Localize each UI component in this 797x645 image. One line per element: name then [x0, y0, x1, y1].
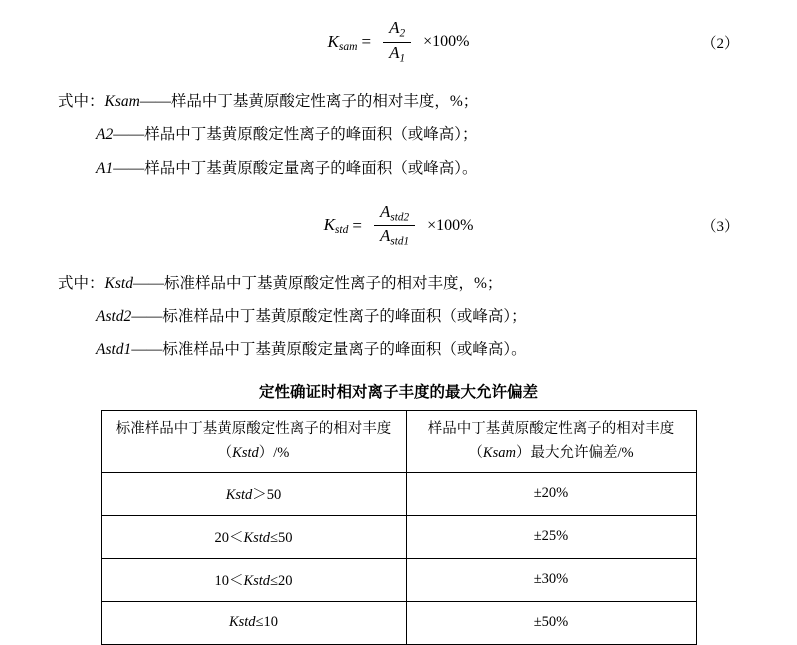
- range-subscript: std: [253, 573, 271, 590]
- range-symbol: K: [243, 573, 254, 590]
- table-header-col1-line2: [110, 441, 398, 466]
- document-page: [0, 18, 797, 631]
- equation-2-numerator: [383, 19, 411, 41]
- table-header-col2: [406, 410, 696, 472]
- table-cell-range: [101, 472, 406, 515]
- tolerance-table: [101, 410, 697, 645]
- definition-a1-text: ——样品中丁基黄原酸定量离子的峰面积（或峰高）。: [113, 159, 478, 177]
- table-cell-range: [101, 515, 406, 558]
- range-subscript: std: [253, 530, 271, 547]
- table-header-col2-subscript: sam: [492, 445, 516, 462]
- equation-3-row: [0, 202, 797, 250]
- equation-3-numerator: [374, 203, 415, 225]
- table-row: [101, 515, 696, 558]
- equation-2-denominator: [383, 43, 411, 65]
- equation-3-equals-sign: =: [352, 215, 362, 235]
- equation-2-denominator-symbol: A: [389, 42, 400, 62]
- definition-ksam-subscript: sam: [114, 93, 140, 110]
- definition-line-ksam: [58, 90, 797, 113]
- table-header-col2-line2: [415, 441, 688, 466]
- equation-2-row: [0, 18, 797, 66]
- definition-astd1-symbol: A: [96, 341, 106, 359]
- equation-3-numerator-symbol: A: [379, 202, 391, 222]
- table-cell-deviation: ±50%: [406, 601, 696, 644]
- range-symbol: K: [228, 614, 239, 631]
- table-header-col1-symbol: K: [232, 445, 242, 462]
- equation-3-lhs: [324, 215, 349, 236]
- table-cell-deviation: ±20%: [406, 472, 696, 515]
- equation-2-tail: ×100%: [423, 33, 470, 50]
- range-subscript: std: [238, 614, 256, 631]
- equation-3: [324, 203, 474, 248]
- equation-3-tail: ×100%: [427, 216, 474, 234]
- range-suffix: ≤20: [270, 573, 293, 590]
- equation-3-numerator-subscript: std2: [390, 211, 410, 224]
- table-row: [101, 558, 696, 601]
- range-symbol: K: [243, 530, 254, 547]
- equation-2: [328, 19, 470, 64]
- equation-2-equals-sign: =: [361, 32, 372, 51]
- equation-2-number: （2）: [701, 35, 739, 52]
- range-suffix: ≤10: [255, 614, 279, 631]
- equation-3-lhs-symbol: K: [323, 215, 335, 235]
- definition-line-astd1: [96, 338, 797, 361]
- equation-3-denominator-symbol: A: [379, 226, 391, 246]
- equation-2-lhs-subscript: sam: [338, 39, 358, 53]
- table-cell-range: [101, 601, 406, 644]
- definition-a2-text: ——样品中丁基黄原酸定性离子的峰面积（或峰高）；: [113, 126, 478, 144]
- definition-astd2-text: ——标准样品中丁基黄原酸定性离子的峰面积（或峰高）；: [131, 308, 527, 325]
- equation-2-numerator-symbol: A: [389, 18, 400, 38]
- table-header-col2-unit: ）最大允许偏差/%: [515, 445, 634, 462]
- equation-3-fraction: [374, 203, 415, 248]
- definition-a1-subscript: 1: [105, 159, 114, 177]
- range-suffix: ≤50: [270, 530, 293, 547]
- equation-2-denominator-subscript: 1: [399, 51, 406, 64]
- table-header-col1-unit: ）/%: [258, 445, 290, 462]
- definition-astd1-subscript: std1: [105, 341, 132, 359]
- definition-ksam-symbol: K: [104, 93, 115, 110]
- table-cell-deviation: ±30%: [406, 558, 696, 601]
- definitions-std-lead: 式中：: [58, 274, 105, 292]
- definition-line-a2: [96, 123, 797, 146]
- definition-astd2-symbol: A: [96, 308, 106, 325]
- definition-line-astd2: [96, 305, 797, 328]
- definitions-sam-lead: 式中：: [58, 93, 105, 110]
- range-suffix: ＞50: [252, 487, 282, 504]
- equation-2-lhs: [328, 32, 358, 53]
- table-header-col2-paren-open: （: [468, 445, 483, 462]
- table-header-row: [101, 410, 696, 472]
- definitions-sam: [58, 90, 797, 180]
- range-prefix: 10＜: [214, 573, 244, 590]
- definition-kstd-text: ——标准样品中丁基黄原酸定性离子的相对丰度，%；: [132, 274, 503, 292]
- table-row: [101, 601, 696, 644]
- table-header-col1-line1: 标准样品中丁基黄原酸定性离子的相对丰度: [115, 420, 392, 437]
- definition-kstd-symbol: K: [104, 274, 115, 292]
- definition-astd1-text: ——标准样品中丁基黄原酸定量离子的峰面积（或峰高）。: [131, 341, 527, 359]
- definitions-std: [58, 272, 797, 362]
- definition-astd2-subscript: std2: [105, 308, 132, 325]
- definition-line-a1: [96, 157, 797, 180]
- table-row: [101, 472, 696, 515]
- definition-a2-symbol: A: [96, 126, 106, 144]
- range-subscript: std: [235, 487, 253, 504]
- table-cell-range: [101, 558, 406, 601]
- equation-3-lhs-subscript: std: [334, 223, 349, 237]
- table-header-col2-line1: 样品中丁基黄原酸定性离子的相对丰度: [427, 420, 675, 437]
- range-prefix: 20＜: [214, 530, 244, 547]
- equation-3-denominator: [374, 226, 415, 248]
- range-symbol: K: [225, 487, 236, 504]
- definition-line-kstd: [58, 272, 797, 295]
- equation-3-denominator-subscript: std1: [390, 235, 410, 248]
- equation-2-fraction: [383, 19, 411, 64]
- equation-2-numerator-subscript: 2: [399, 27, 406, 40]
- table-cell-deviation: ±25%: [406, 515, 696, 558]
- table-header-col1-paren-open: （: [217, 445, 233, 462]
- definition-ksam-text: ——样品中丁基黄原酸定性离子的相对丰度，%；: [139, 93, 479, 110]
- table-title: 定性确证时相对离子丰度的最大允许偏差: [258, 383, 538, 401]
- definition-kstd-subscript: std: [114, 274, 133, 292]
- table-header-col1: [101, 410, 406, 472]
- definition-a1-symbol: A: [96, 159, 106, 177]
- definition-a2-subscript: 2: [105, 126, 114, 144]
- equation-2-lhs-symbol: K: [327, 31, 339, 51]
- equation-3-number: （3）: [701, 219, 739, 236]
- table-header-col2-symbol: K: [482, 445, 493, 462]
- table-header-col1-subscript: std: [241, 445, 259, 462]
